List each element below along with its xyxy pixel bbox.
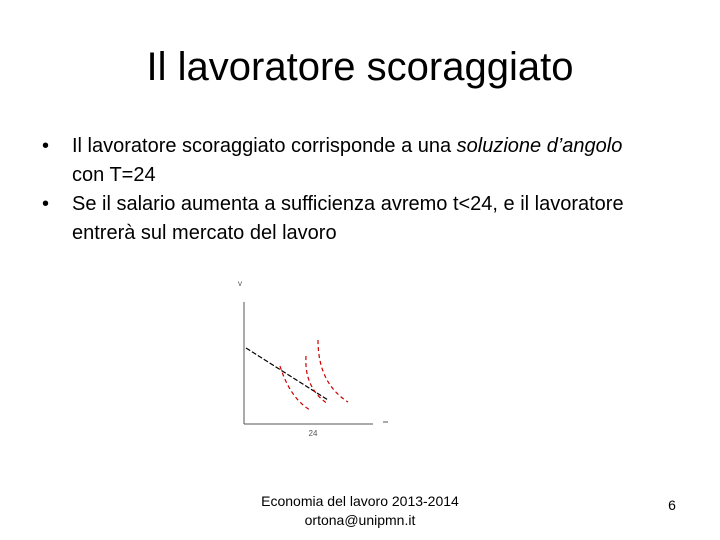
bullet-marker: • bbox=[42, 193, 50, 215]
slide-title: Il lavoratore scoraggiato bbox=[146, 45, 574, 89]
footer-email: ortona@unipmn.it bbox=[304, 512, 416, 528]
bullet-marker: • bbox=[42, 135, 50, 157]
slide-number: 6 bbox=[668, 497, 676, 513]
bullet-item bbox=[40, 190, 660, 248]
labor-leisure-diagram bbox=[228, 278, 398, 448]
indifference-curve-2 bbox=[306, 356, 328, 404]
indifference-curve-3 bbox=[318, 340, 348, 402]
bullet-text: Se il salario aumenta a sufficienza avremo t<24, e il lavoratore entrerà sul mercato del lavoro bbox=[72, 193, 624, 244]
footer-course: Economia del lavoro 2013-2014 bbox=[261, 493, 459, 509]
bullet-item bbox=[40, 132, 660, 190]
x-axis-tick-label: 24 bbox=[308, 429, 318, 438]
bullet-text-italic: soluzione d’angolo bbox=[456, 135, 623, 157]
y-axis-mark: v bbox=[238, 279, 242, 288]
footer bbox=[180, 492, 540, 530]
bullet-text-end: con T=24 bbox=[72, 164, 156, 186]
bullet-text-start: Il lavoratore scoraggiato corrisponde a una bbox=[72, 135, 457, 157]
bullet-list bbox=[40, 132, 660, 248]
